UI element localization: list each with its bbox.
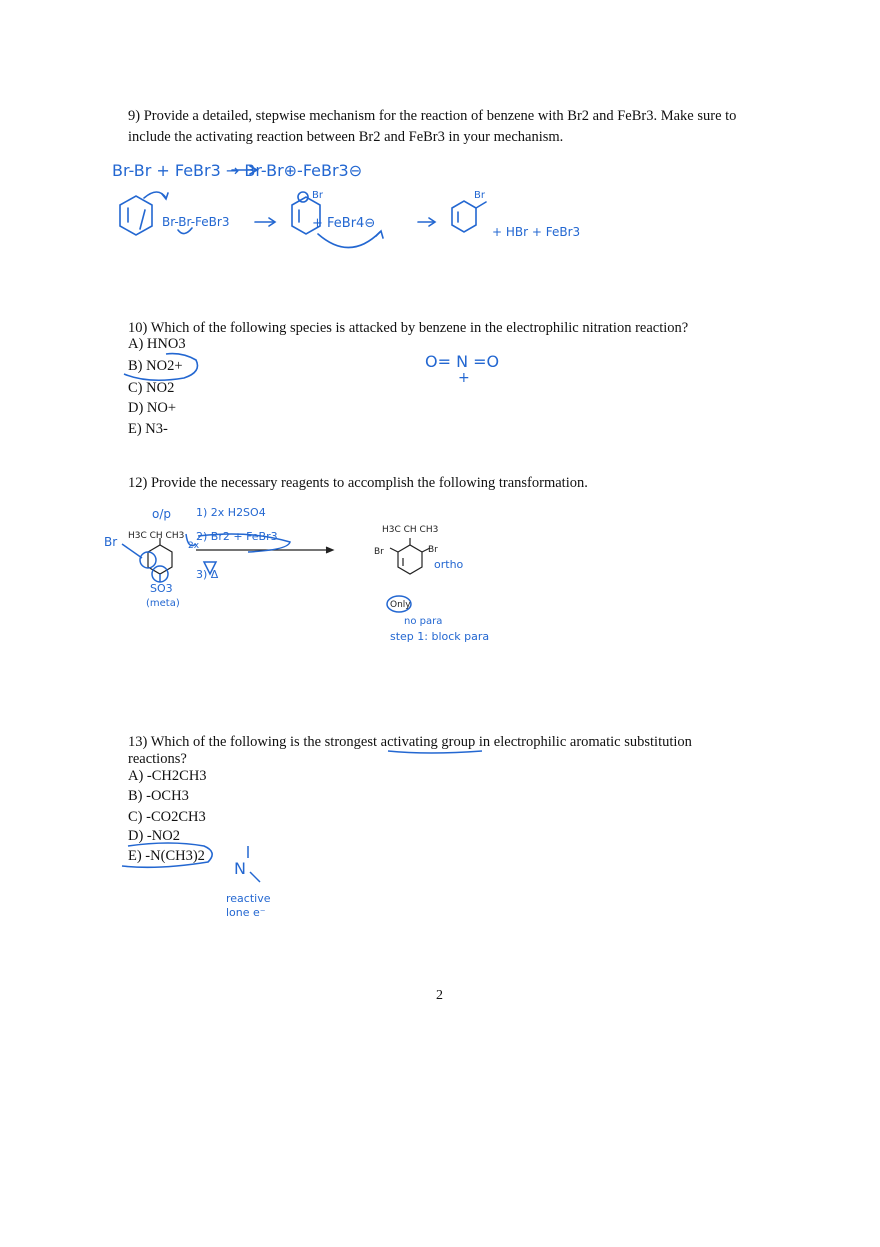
q9-product-br: Br: [474, 190, 485, 201]
q9-sigma-text: + FeBr4⊖: [312, 216, 376, 231]
q9-br-label: Br: [312, 190, 323, 201]
q13-option-a: A) -CH2CH3: [128, 768, 207, 784]
q13-option-c: C) -CO2CH3: [128, 809, 206, 825]
q9-handwritten-mechanism: [100, 150, 620, 260]
page-number: 2: [436, 988, 443, 1003]
q12-br-left: Br: [104, 535, 118, 549]
q12-step1: 1) 2x H2SO4: [196, 506, 266, 519]
q13-option-b: B) -OCH3: [128, 788, 189, 804]
q12-reactant-label: H3C CH CH3: [128, 531, 185, 541]
q12-product-label: H3C CH CH3: [382, 525, 439, 535]
amine-sketch: [228, 842, 268, 884]
q12-transformation: [100, 500, 520, 650]
q13-option-d: D) -NO2: [128, 828, 180, 844]
q13-line1: 13) Which of the following is the strongest activating group in electrophilic aromatic substitution: [128, 734, 692, 750]
q10-option-a: A) HNO3: [128, 336, 186, 352]
svg-text:N: N: [234, 859, 246, 878]
q13-note-reactive: reactive: [226, 892, 271, 905]
q10-question: 10) Which of the following species is attacked by benzene in the electrophilic nitration reaction?: [128, 320, 689, 336]
q10-lewis-structure: O= N =O: [425, 352, 500, 371]
q12-only: Only: [390, 600, 411, 610]
q9-products: + HBr + FeBr3: [492, 225, 581, 239]
q9-line1: 9) Provide a detailed, stepwise mechanism for the reaction of benzene with Br2 and FeBr3. Make sure to: [128, 108, 737, 124]
q10-option-b: B) NO2+: [128, 358, 183, 374]
q12-question: 12) Provide the necessary reagents to accomplish the following transformation.: [128, 475, 588, 491]
q12-ortho: ortho: [434, 558, 464, 571]
q12-no-para: no para: [404, 616, 443, 627]
q13-note-lone: lone e⁻: [226, 906, 266, 919]
q10-answer-circle: [118, 350, 208, 386]
q10-option-e: E) N3-: [128, 421, 168, 437]
q9-step-mid: Br-Br-FeBr3: [162, 215, 230, 229]
q12-product-br-left: Br: [374, 547, 384, 557]
q12-meta: (meta): [146, 598, 180, 609]
q12-step2: 2) Br2 + FeBr3: [196, 530, 278, 543]
q12-block-para: step 1: block para: [390, 630, 490, 643]
q12-so3: SO3: [150, 582, 173, 595]
q13-line2: reactions?: [128, 751, 187, 767]
q9-line2: include the activating reaction between Br2 and FeBr3 in your mechanism.: [128, 129, 564, 145]
q10-option-c: C) NO2: [128, 380, 175, 396]
q13-option-e: E) -N(CH3)2: [128, 848, 205, 864]
q12-op: o/p: [152, 507, 172, 521]
q13-underline-and-circle: [118, 740, 498, 870]
q10-charge: +: [458, 370, 470, 386]
q12-step2-note: 2x: [188, 541, 200, 551]
q9-activation-text: Br-Br + FeBr3 → Br-Br⊕-FeBr3⊖: [112, 161, 363, 180]
q10-option-d: D) NO+: [128, 400, 177, 416]
q12-product-br-right: Br: [428, 545, 438, 555]
q12-step3: 3) Δ: [196, 568, 219, 581]
